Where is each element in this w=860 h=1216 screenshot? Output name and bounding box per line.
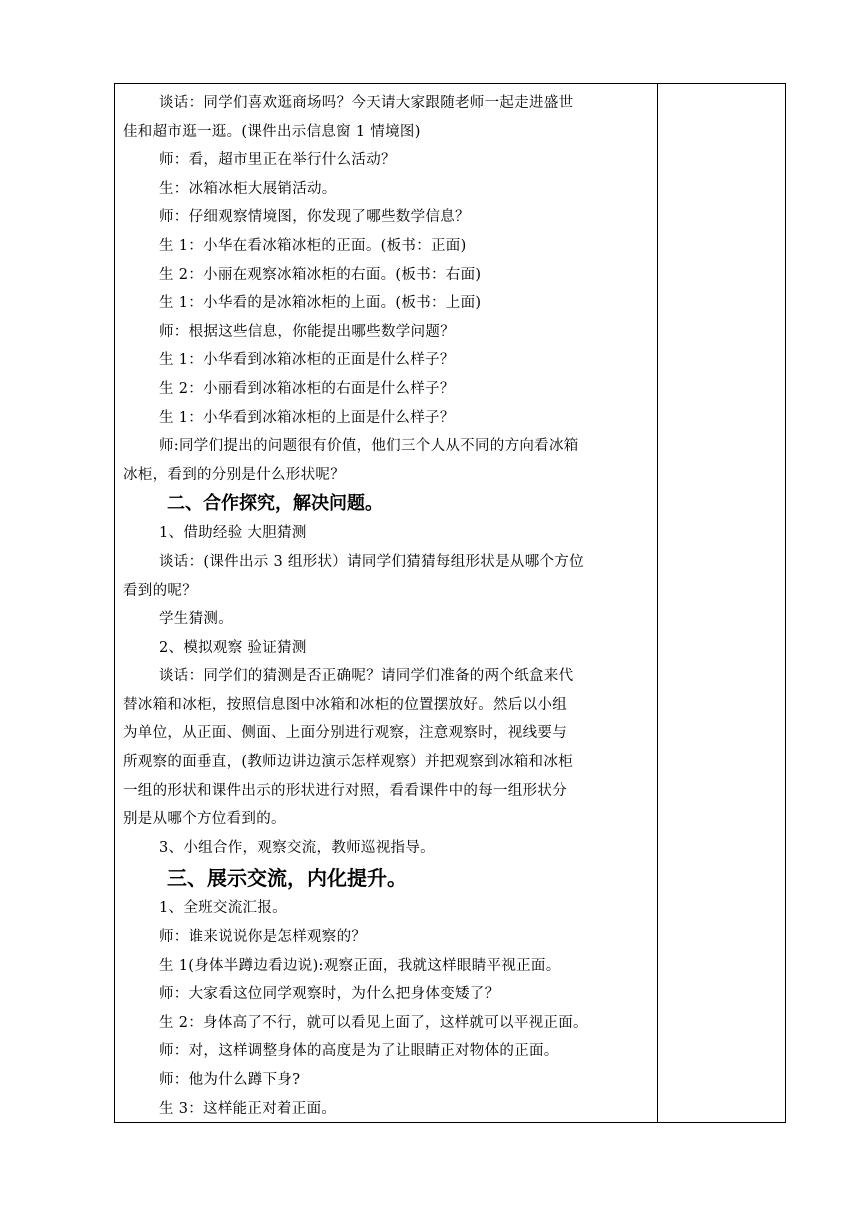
text-line: 生 1(身体半蹲边看边说):观察正面，我就这样眼睛平视正面。: [159, 957, 561, 974]
text-line: 一组的形状和课件出示的形状进行对照，看看课件中的每一组形状分: [123, 782, 567, 799]
text-line: 别是从哪个方位看到的。: [123, 811, 286, 828]
text-line: 看到的呢？: [123, 582, 197, 599]
text-line: 学生猜测。: [159, 611, 233, 628]
text-line: 生 2：身体高了不行，就可以看见上面了，这样就可以平视正面。: [159, 1014, 588, 1031]
text-line: 谈话：同学们喜欢逛商场吗？今天请大家跟随老师一起走进盛世: [159, 95, 574, 111]
text-line: 生：冰箱冰柜大展销活动。: [159, 180, 337, 197]
text-line: 1、全班交流汇报。: [159, 900, 287, 917]
text-line: 1、借助经验 大胆猜测: [159, 525, 307, 542]
text-line: 生 3：这样能正对着正面。: [159, 1100, 337, 1117]
section-heading-2: 二、合作探究，解决问题。: [167, 493, 383, 515]
text-line: 生 1：小华看到冰箱冰柜的正面是什么样子？: [159, 352, 455, 369]
notes-cell: [658, 84, 785, 1122]
text-line: 谈话：同学们的猜测是否正确呢？请同学们准备的两个纸盒来代: [159, 668, 574, 685]
text-line: 师：大家看这位同学观察时，为什么把身体变矮了？: [159, 986, 500, 1003]
text-line: 佳和超市逛一逛。(课件出示信息窗 1 情境图): [123, 123, 421, 140]
text-line: 2、模拟观察 验证猜测: [159, 639, 307, 656]
text-line: 师：根据这些信息，你能提出哪些数学问题？: [159, 323, 455, 340]
text-line: 师：他为什么蹲下身?: [159, 1072, 301, 1088]
text-line: 师：对，这样调整身体的高度是为了让眼睛正对物体的正面。: [159, 1043, 559, 1060]
text-line: 生 2：小丽看到冰箱冰柜的右面是什么样子？: [159, 380, 455, 397]
text-line: 所观察的面垂直，(教师边讲边演示怎样观察）并把观察到冰箱和冰柜: [123, 754, 573, 771]
lesson-table: [114, 83, 786, 1123]
text-line: 生 1：小华看的是冰箱冰柜的上面。(板书：上面): [159, 295, 482, 312]
text-line: 生 1：小华在看冰箱冰柜的正面。(板书：正面): [159, 237, 467, 254]
text-line: 冰柜，看到的分别是什么形状呢？: [123, 466, 345, 483]
text-line: 谈话：(课件出示 3 组形状）请同学们猜猜每组形状是从哪个方位: [159, 553, 584, 570]
text-line: 师：仔细观察情境图，你发现了哪些数学信息？: [159, 209, 470, 226]
text-line: 3、小组合作，观察交流，教师巡视指导。: [159, 839, 435, 856]
text-line: 生 2：小丽在观察冰箱冰柜的右面。(板书：右面): [159, 266, 482, 283]
text-line: 生 1：小华看到冰箱冰柜的上面是什么样子？: [159, 409, 455, 426]
text-line: 替冰箱和冰柜，按照信息图中冰箱和冰柜的位置摆放好。然后以小组: [123, 696, 567, 713]
text-line: 师：看，超市里正在举行什么活动？: [159, 152, 396, 169]
lesson-content-cell: [115, 84, 657, 1122]
text-line: 为单位，从正面、侧面、上面分别进行观察，注意观察时，视线要与: [123, 725, 567, 742]
section-heading-3: 三、展示交流，内化提升。: [167, 866, 407, 891]
text-line: 师：谁来说说你是怎样观察的？: [159, 929, 367, 946]
text-line: 师:同学们提出的问题很有价值，他们三个人从不同的方向看冰箱: [159, 438, 579, 455]
